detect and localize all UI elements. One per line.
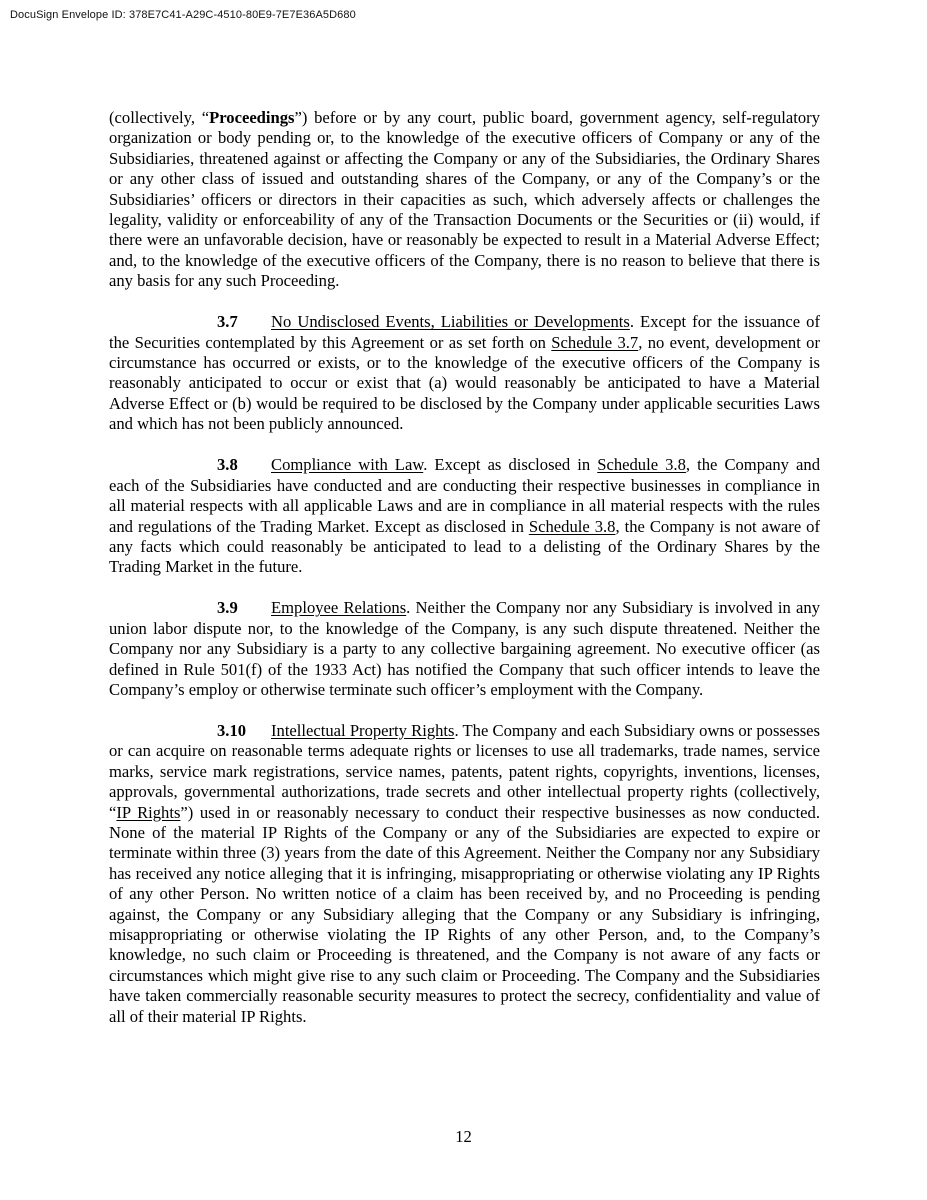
section-3-7: 3.7 No Undisclosed Events, Liabilities or Developments. Except for the issuance of the Securities contemplated by this Agreement or as set forth on Schedule 3.7, no event, development or circumstance has occurred or exists, or to the knowledge of the executive officers of the Company is reasonably anticipated to occur or exist that (a) would reasonably be anticipated to have a Material Adverse Effect or (b) would be required to be disclosed by the Company under applicable securities Laws and which has not been publicly announced. (109, 312, 821, 434)
docusign-envelope-id: DocuSign Envelope ID: 378E7C41-A29C-4510-80E9-7E7E36A5D680 (10, 9, 356, 21)
defined-term-ip-rights: IP Rights (116, 802, 181, 822)
section-3-8: 3.8 Compliance with Law. Except as disclosed in Schedule 3.8, the Company and each of the Subsidiaries have conducted and are conducting their respective businesses in compliance in all material respects with all applicable Laws and are in compliance in all material respects with the rules and regulations of the Trading Market. Except as disclosed in Schedule 3.8, the Company is not aware of any facts which could reasonably be anticipated to lead to a delisting of the Ordinary Shares by the Trading Market in the future. (109, 455, 820, 577)
section-3-9: 3.9 Employee Relations. Neither the Company nor any Subsidiary is involved in any union labor dispute nor, to the knowledge of the Company, is any such dispute threatened. Neither the Company nor any Subsidiary is a party to any collective bargaining agreement. No executive officer (as defined in Rule 501(f) of the 1933 Act) has notified the Company that such officer intends to leave the Company’s employ or otherwise terminate such officer’s employment with the Company. (109, 598, 820, 699)
section-title: Employee Relations (271, 598, 407, 618)
page-number: 12 (455, 1127, 472, 1146)
section-3-10: 3.10 Intellectual Property Rights. The Company and each Subsidiary owns or possesses or can acquire on reasonable terms adequate rights or licenses to use all trademarks, trade names, service marks, service mark registrations, service names, patents, patent rights, copyrights, inventions, licenses, approvals, governmental authorizations, trade secrets and other intellectual property rights (collectively, “IP Rights”) used in or reasonably necessary to conduct their respective businesses as now conducted. None of the material IP Rights of the Company or any of the Subsidiaries are expected to expire or terminate within three (3) years from the date of this Agreement. Neither the Company nor any Subsidiary has received any notice alleging that it is infringing, misappropriating or otherwise violating any IP Rights of any other Person. No written notice of a claim has been received by, and no Proceeding is pending against, the Company or any Subsidiary alleging that the Company or any Subsidiary is infringing, misappropriating or otherwise violating the IP Rights of any other Person, and, to the Company’s knowledge, no such claim or Proceeding is threatened, and the Company is not aware of any facts or circumstances which might give rise to any such claim or Proceeding. The Company and the Subsidiaries have taken commercially reasonable security measures to protect the secrecy, confidentiality and value of all of their material IP Rights. (109, 720, 820, 1026)
section-title: Intellectual Property Rights (271, 720, 455, 740)
document-body (109, 108, 820, 1048)
schedule-reference: Schedule 3.8 (597, 455, 686, 475)
defined-term-proceedings: Proceedings (209, 108, 295, 127)
paragraph-proceedings-continued: (collectively, “Proceedings”) before or by any court, public board, government agency, self-regulatory organization or body pending or, to the knowledge of the executive officers of Company or any of the Subsidiaries, threatened against or affecting the Company or any of the Subsidiaries, the Ordinary Shares or any other class of issued and outstanding shares of the Company, or any of the Company’s or the Subsidiaries’ officers or directors in their capacities as such, which adversely affects or challenges the legality, validity or enforceability of any of the Transaction Documents or the Securities or (ii) would, if there were an unfavorable decision, have or reasonably be expected to result in a Material Adverse Effect; and, to the knowledge of the executive officers of the Company, there is no reason to believe that there is any basis for any such Proceeding. (109, 108, 821, 291)
section-title: No Undisclosed Events, Liabilities or Developments (271, 312, 630, 332)
section-number: 3.7 (217, 312, 238, 332)
section-number: 3.10 (217, 720, 247, 740)
section-number: 3.8 (217, 455, 238, 475)
section-title: Compliance with Law (271, 455, 424, 475)
section-number: 3.9 (217, 598, 238, 618)
schedule-reference: Schedule 3.7 (551, 332, 639, 352)
schedule-reference: Schedule 3.8 (528, 516, 616, 536)
